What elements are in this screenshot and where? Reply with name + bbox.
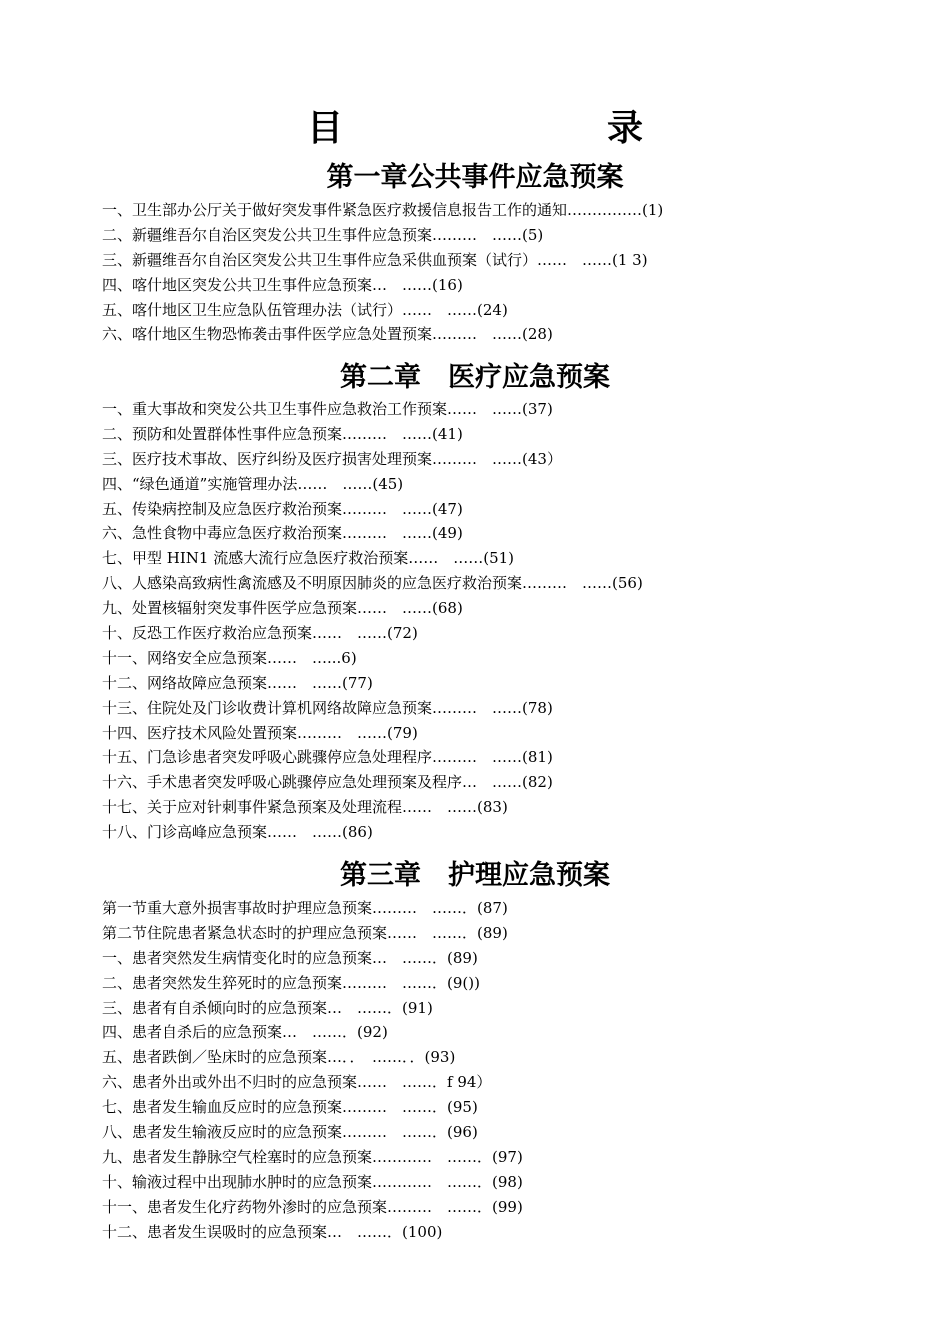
toc-entry[interactable]: 十三、住院处及门诊收费计算机网络故障应急预案……… ……(78) bbox=[102, 698, 553, 717]
toc-entry[interactable]: 十、输液过程中出现肺水肿时的应急预案………… ……．(98) bbox=[102, 1172, 523, 1191]
toc-entry[interactable]: 一、重大事故和突发公共卫生事件应急救治工作预案…… ……(37) bbox=[102, 400, 553, 418]
toc-entry[interactable]: 三、患者有自杀倾向时的应急预案… ……．(91) bbox=[102, 998, 433, 1017]
toc-entry[interactable]: 一、卫生部办公厅关于做好突发事件紧急医疗救援信息报告工作的通知……………(1) bbox=[102, 201, 664, 219]
toc-entry[interactable]: 第一节重大意外损害事故时护理应急预案……… ……．(87) bbox=[102, 899, 508, 917]
toc-entry[interactable]: 五、传染病控制及应急医疗救治预案……… ……(47) bbox=[102, 499, 463, 518]
toc-entry[interactable]: 六、患者外出或外出不归时的应急预案…… ……．f 94） bbox=[102, 1073, 492, 1092]
toc-entry[interactable]: 十六、手术患者突发呼吸心跳骤停应急处理预案及程序… ……(82) bbox=[102, 773, 553, 792]
toc-entry[interactable]: 四、“绿色通道”实施管理办法…… ……(45) bbox=[102, 474, 404, 493]
chapter-2-heading: 第二章 医疗应急预案 bbox=[340, 362, 610, 393]
chapter-2-list bbox=[102, 397, 643, 845]
toc-entry[interactable]: 十一、患者发生化疗药物外渗时的应急预案……… ……．(99) bbox=[102, 1197, 523, 1216]
toc-entry[interactable]: 二、新疆维吾尔自治区突发公共卫生事件应急预案……… ……(5) bbox=[102, 225, 544, 244]
toc-entry[interactable]: 六、急性食物中毒应急医疗救治预案……… ……(49) bbox=[102, 524, 463, 543]
toc-entry[interactable]: 一、患者突然发生病情变化时的应急预案… ……．(89) bbox=[102, 948, 478, 967]
chapter-1-list bbox=[102, 198, 663, 347]
toc-entry[interactable]: 十五、门急诊患者突发呼吸心跳骤停应急处理程序……… ……(81) bbox=[102, 748, 553, 767]
toc-entry[interactable]: 五、患者跌倒／坠床时的应急预案…．． ……．．(93) bbox=[102, 1048, 456, 1067]
toc-entry[interactable]: 三、医疗技术事故、医疗纠纷及医疗损害处理预案……… ……(43） bbox=[102, 449, 562, 468]
toc-entry[interactable]: 四、喀什地区突发公共卫生事件应急预案… ……(16) bbox=[102, 275, 463, 294]
toc-entry[interactable]: 第二节住院患者紧急状态时的护理应急预案…… ……．(89) bbox=[102, 923, 508, 942]
toc-entry[interactable]: 十、反恐工作医疗救治应急预案…… ……(72) bbox=[102, 624, 418, 643]
toc-entry[interactable]: 十八、门诊高峰应急预案…… ……(86) bbox=[102, 823, 373, 842]
toc-entry[interactable]: 五、喀什地区卫生应急队伍管理办法（试行）…… ……(24) bbox=[102, 300, 508, 319]
toc-entry[interactable]: 十七、关于应对针刺事件紧急预案及处理流程…… ……(83) bbox=[102, 798, 508, 817]
toc-entry[interactable]: 十四、医疗技术风险处置预案……… ……(79) bbox=[102, 723, 418, 742]
toc-entry[interactable]: 九、处置核辐射突发事件医学应急预案…… ……(68) bbox=[102, 599, 463, 618]
toc-entry[interactable]: 四、患者自杀后的应急预案… ……．(92) bbox=[102, 1023, 388, 1042]
toc-entry[interactable]: 七、甲型 HIN1 流感大流行应急医疗救治预案…… ……(51) bbox=[102, 549, 515, 568]
toc-title: 目 录 bbox=[306, 108, 707, 149]
toc-entry[interactable]: 八、患者发生输液反应时的应急预案……… ……．(96) bbox=[102, 1123, 478, 1142]
toc-entry[interactable]: 十一、网络安全应急预案…… …...6) bbox=[102, 648, 357, 667]
toc-entry[interactable]: 三、新疆维吾尔自治区突发公共卫生事件应急采供血预案（试行）…… ……(1 3) bbox=[102, 250, 648, 269]
toc-entry[interactable]: 十二、网络故障应急预案…… ……(77) bbox=[102, 673, 373, 692]
chapter-3-heading: 第三章 护理应急预案 bbox=[340, 860, 610, 891]
toc-entry[interactable]: 九、患者发生静脉空气栓塞时的应急预案………… ……．(97) bbox=[102, 1147, 523, 1166]
toc-entry[interactable]: 二、预防和处置群体性事件应急预案……… ……(41) bbox=[102, 424, 463, 443]
chapter-3-list bbox=[102, 896, 523, 1244]
toc-entry[interactable]: 八、人感染高致病性禽流感及不明原因肺炎的应急医疗救治预案……… ……(56) bbox=[102, 574, 643, 593]
chapter-1-heading: 第一章公共事件应急预案 bbox=[326, 162, 624, 193]
toc-entry[interactable]: 二、患者突然发生猝死时的应急预案……… ……．(9()) bbox=[102, 973, 480, 992]
toc-entry[interactable]: 六、喀什地区生物恐怖袭击事件医学应急处置预案……… ……(28) bbox=[102, 325, 553, 344]
toc-entry[interactable]: 七、患者发生输血反应时的应急预案……… ……．(95) bbox=[102, 1098, 478, 1117]
toc-entry[interactable]: 十二、患者发生误吸时的应急预案… ……．(100) bbox=[102, 1222, 443, 1241]
